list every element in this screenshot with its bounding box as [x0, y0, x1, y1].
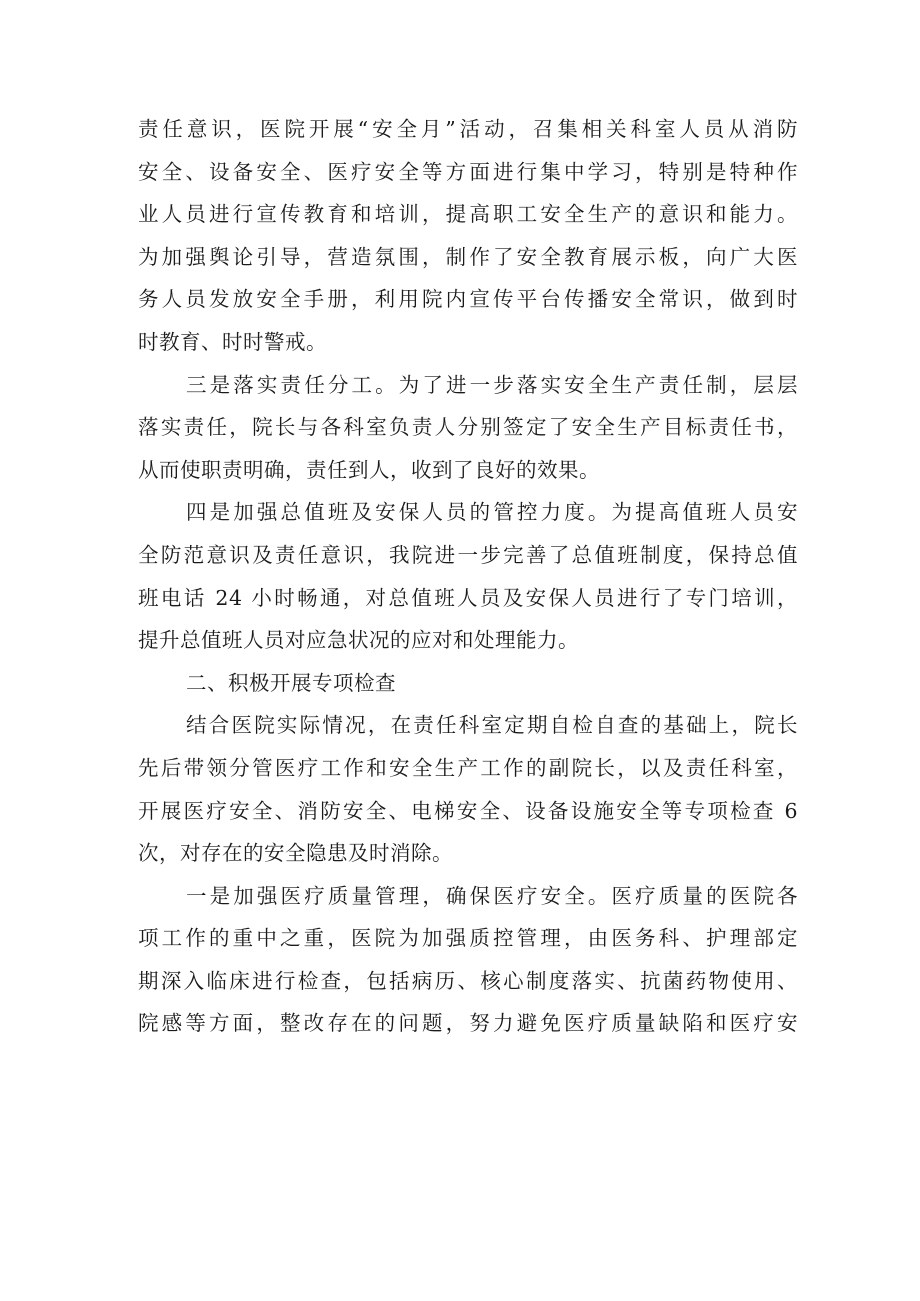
text-line: 项工作的重中之重，医院为加强质控管理，由医务科、护理部定 [138, 926, 798, 951]
text-line: 先后带领分管医疗工作和安全生产工作的副院长，以及责任科室， [138, 755, 798, 780]
text-line: 结合医院实际情况，在责任科室定期自检自查的基础上，院长 [186, 713, 798, 738]
text-line: 院感等方面，整改存在的问题，努力避免医疗质量缺陷和医疗安 [138, 1011, 798, 1036]
text-line: 全防范意识及责任意识，我院进一步完善了总值班制度，保持总值 [138, 542, 798, 567]
text-line: 从而使职责明确，责任到人，收到了良好的效果。 [138, 457, 600, 482]
text-line: 四是加强总值班及安保人员的管控力度。为提高值班人员安 [186, 500, 798, 525]
text-line: 落实责任，院长与各科室负责人分别签定了安全生产目标责任书， [138, 415, 798, 440]
text-line: 责任意识，医院开展“安全月”活动，召集相关科室人员从消防 [138, 117, 798, 141]
text-line: 业人员进行宣传教育和培训，提高职工安全生产的意识和能力。 [138, 202, 798, 227]
text-line: 一是加强医疗质量管理，确保医疗安全。医疗质量的医院各 [186, 883, 798, 908]
text-line: 三是落实责任分工。为了进一步落实安全生产责任制，层层 [186, 372, 798, 397]
text-line: 期深入临床进行检查，包括病历、核心制度落实、抗菌药物使用、 [138, 968, 798, 993]
text-line: 安全、设备安全、医疗安全等方面进行集中学习，特别是特种作 [138, 159, 798, 184]
text-line: 提升总值班人员对应急状况的应对和处理能力。 [138, 628, 579, 653]
text-line: 为加强舆论引导，营造氛围，制作了安全教育展示板，向广大医 [138, 244, 798, 269]
text-line: 开展医疗安全、消防安全、电梯安全、设备设施安全等专项检查 6 [138, 798, 798, 823]
text-line: 次，对存在的安全隐患及时消除。 [138, 841, 453, 866]
text-line: 班电话 24 小时畅通，对总值班人员及安保人员进行了专门培训， [138, 585, 798, 610]
text-line: 二、积极开展专项检查 [186, 670, 396, 695]
text-line: 时教育、时时警戒。 [138, 329, 327, 354]
text-line: 务人员发放安全手册，利用院内宣传平台传播安全常识，做到时 [138, 287, 798, 312]
document-body [138, 108, 798, 1045]
